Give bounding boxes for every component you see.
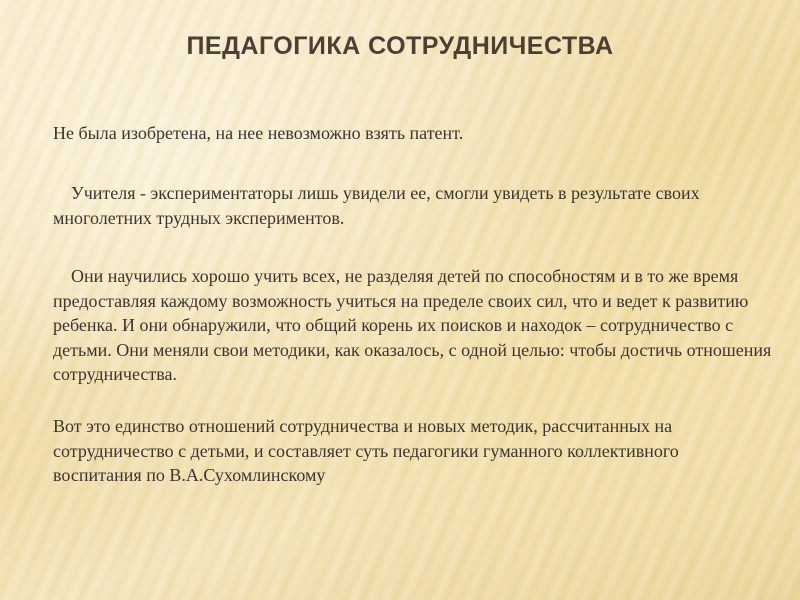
- slide-title: ПЕДАГОГИКА СОТРУДНИЧЕСТВА: [186, 32, 614, 60]
- paragraph-4: Вот это единство отношений сотрудничества и новых методик, рассчитанных на сотрудничество с детьми, и составляет суть педагогики гуманного коллективного воспитания по В.А.Сухомлинскому: [53, 416, 679, 485]
- paragraph-3: Они научились хорошо учить всех, не разделяя детей по способностям и в то же время предоставляя каждому возможность учиться на пределе своих сил, что и ведет к развитию ребенка. И они обнаружили, что общий корень их поисков и находок – сотрудничество с детьми. Они меняли свои методики, как оказалось, с одной целью: чтобы достичь отношения сотрудничества.: [53, 266, 772, 384]
- paragraph-2: Учителя - экспериментаторы лишь увидели ее, смогли увидеть в результате своих многолетних трудных экспериментов.: [53, 183, 700, 228]
- paragraph-1: Не была изобретена, на нее невозможно взять патент.: [53, 123, 464, 143]
